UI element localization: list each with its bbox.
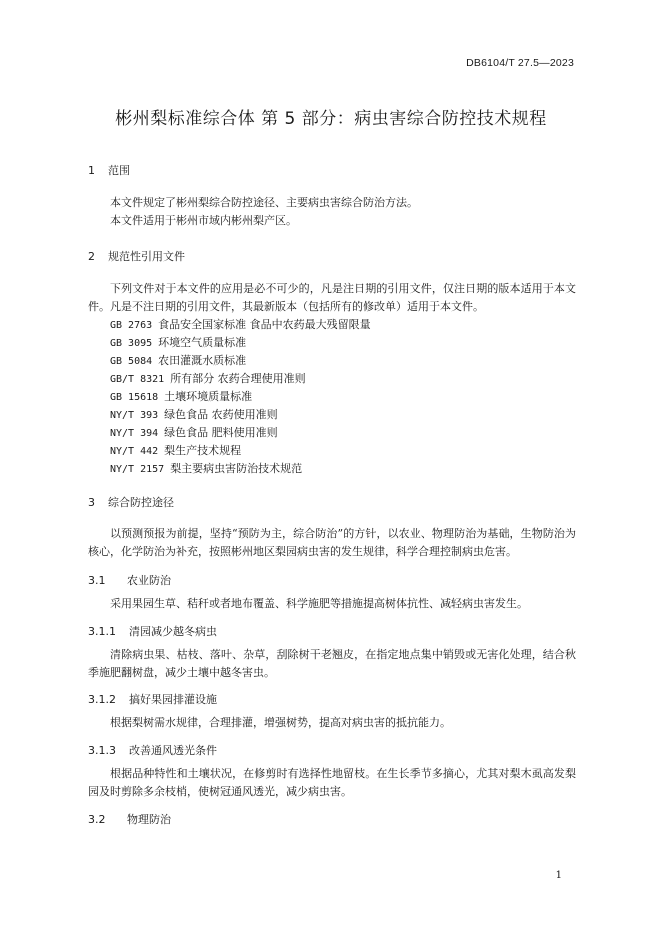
reference-item [110, 334, 246, 350]
reference-code: GB 5084 [110, 356, 153, 367]
reference-title: 环境空气质量标准 [158, 336, 247, 349]
standard-code: DB6104/T 27.5—2023 [466, 57, 574, 69]
subsection-3-1-heading [88, 572, 171, 588]
reference-code: NY/T 394 [110, 428, 159, 439]
subsection-title: 农业防治 [127, 574, 171, 587]
reference-code: GB/T 8321 [110, 374, 165, 385]
section-number: 2 [88, 250, 95, 263]
page-number: 1 [555, 870, 562, 881]
reference-title: 食品安全国家标准 食品中农药最大残留限量 [158, 318, 371, 331]
paragraph: 本文件规定了彬州梨综合防控途径、主要病虫害综合防治方法。 [110, 196, 418, 209]
subsection-number: 3.1.2 [88, 693, 116, 706]
section-title: 范围 [108, 164, 130, 177]
subsection-3-2-heading [88, 811, 171, 827]
document-title: 彬州梨标准综合体 第 5 部分：病虫害综合防控技术规程 [115, 109, 547, 129]
subsection-3-1-1-heading [88, 623, 217, 639]
reference-code: GB 15618 [110, 392, 159, 403]
reference-title: 绿色食品 肥料使用准则 [164, 426, 278, 439]
subsection-title: 清园减少越冬病虫 [129, 625, 217, 638]
reference-item [110, 388, 252, 404]
reference-title: 绿色食品 农药使用准则 [164, 408, 278, 421]
reference-item [110, 370, 306, 386]
section-title: 规范性引用文件 [108, 250, 185, 263]
reference-code: GB 3095 [110, 338, 153, 349]
section-number: 3 [88, 496, 95, 509]
reference-item [110, 424, 278, 440]
reference-title: 梨生产技术规程 [164, 444, 242, 457]
reference-title: 所有部分 农药合理使用准则 [170, 372, 306, 385]
subsection-number: 3.1.1 [88, 625, 116, 638]
reference-item [110, 460, 302, 476]
paragraph: 下列文件对于本文件的应用是必不可少的，凡是注日期的引用文件，仅注日期的版本适用于本文件。凡是不注日期的引用文件，其最新版本（包括所有的修改单）适用于本文件。 [88, 282, 576, 313]
section-2-heading [88, 248, 185, 264]
subsection-number: 3.2 [88, 813, 106, 826]
subsection-title: 物理防治 [127, 813, 171, 826]
subsection-number: 3.1 [88, 574, 106, 587]
reference-title: 梨主要病虫害防治技术规范 [170, 462, 303, 475]
reference-code: NY/T 2157 [110, 464, 165, 475]
subsection-number: 3.1.3 [88, 744, 116, 757]
reference-item [110, 406, 278, 422]
section-number: 1 [88, 164, 95, 177]
reference-code: NY/T 393 [110, 410, 159, 421]
paragraph: 根据梨树需水规律，合理排灌，增强树势，提高对病虫害的抵抗能力。 [110, 716, 451, 729]
reference-code: GB 2763 [110, 320, 153, 331]
section-3-heading [88, 494, 174, 510]
subsection-3-1-2-heading [88, 691, 217, 707]
reference-title: 农田灌溉水质标准 [158, 354, 247, 367]
paragraph: 以预测预报为前提，坚持“预防为主，综合防治”的方针，以农业、物理防治为基础，生物防治为核心，化学防治为补充，按照彬州地区梨园病虫害的发生规律，科学合理控制病虫危害。 [88, 527, 576, 558]
paragraph: 采用果园生草、秸秆或者地布覆盖、科学施肥等措施提高树体抗性、减轻病虫害发生。 [110, 597, 528, 610]
subsection-title: 改善通风透光条件 [129, 744, 217, 757]
section-1-heading [88, 162, 130, 178]
reference-item [110, 352, 246, 368]
reference-title: 土壤环境质量标准 [164, 390, 253, 403]
paragraph: 清除病虫果、枯枝、落叶、杂草，刮除树干老翘皮，在指定地点集中销毁或无害化处理，结合秋季施肥翻树盘，减少土壤中越冬害虫。 [88, 648, 576, 679]
subsection-3-1-3-heading [88, 742, 217, 758]
section-title: 综合防控途径 [108, 496, 174, 509]
reference-item [110, 442, 241, 458]
paragraph: 根据品种特性和土壤状况，在修剪时有选择性地留枝。在生长季节多摘心，尤其对梨木虱高发梨园及时剪除多余枝梢，使树冠通风透光，减少病虫害。 [88, 767, 576, 798]
paragraph: 本文件适用于彬州市域内彬州梨产区。 [110, 214, 297, 227]
subsection-title: 搞好果园排灌设施 [129, 693, 217, 706]
reference-item [110, 316, 371, 332]
reference-code: NY/T 442 [110, 446, 159, 457]
